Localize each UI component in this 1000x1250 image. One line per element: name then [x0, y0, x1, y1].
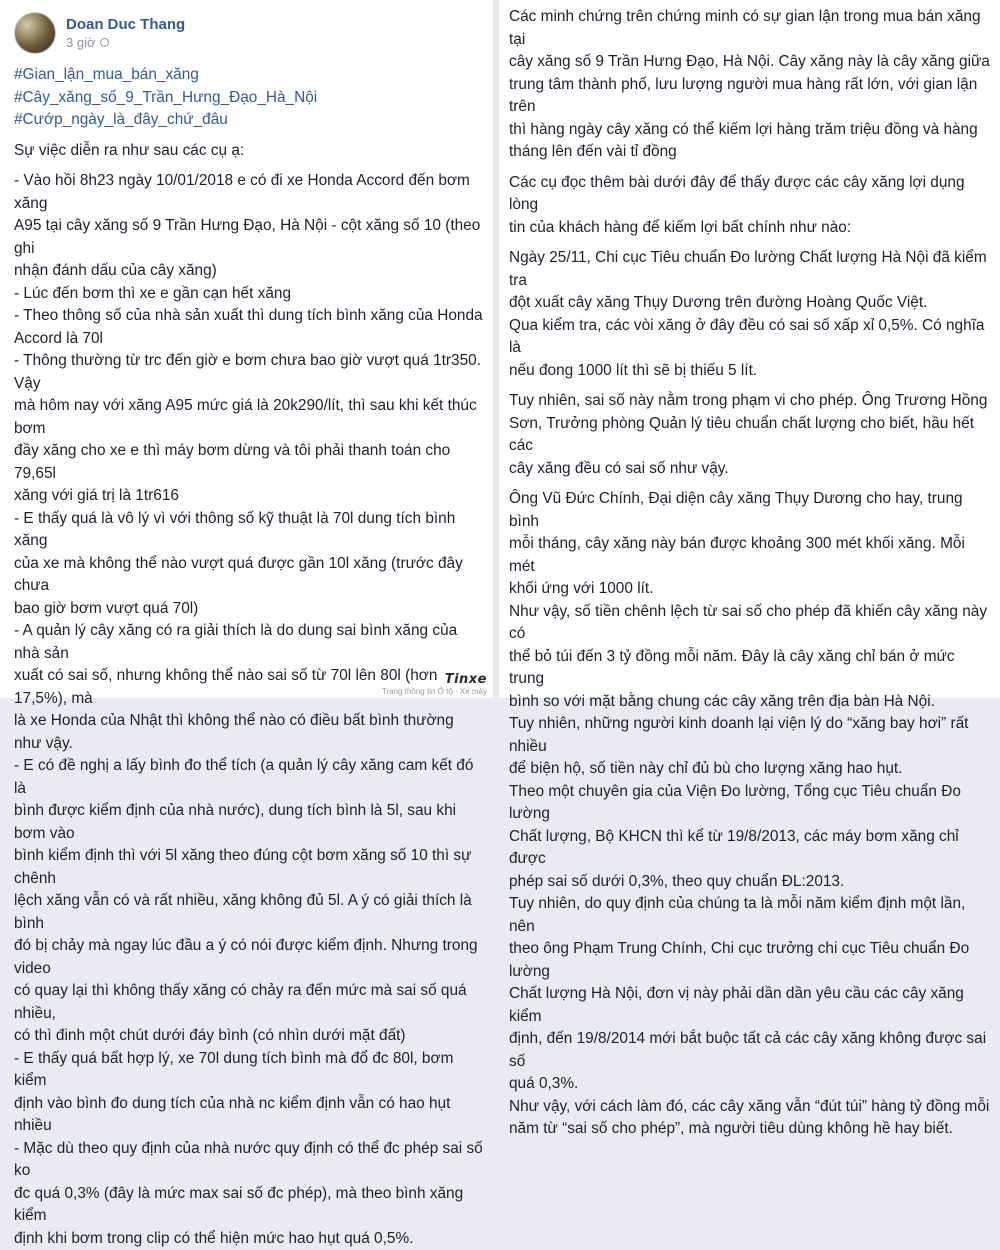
author-name[interactable]: Doan Duc Thang — [66, 15, 185, 34]
avatar[interactable] — [14, 12, 56, 54]
hashtag-link[interactable]: #Gian_lận_mua_bán_xăng — [14, 64, 485, 87]
post-line: của xe mà không thể nào vượt quá được gần 10l xăng (trước đây chưa — [14, 553, 485, 598]
post-line: đc quá 0,3% (đây là mức max sai số đc phép), mà theo bình xăng kiểm — [14, 1183, 485, 1228]
article-paragraph — [509, 247, 990, 315]
post-line: - Lúc đến bơm thì xe e gần cạn hết xăng — [14, 283, 485, 306]
tinxe-logo: Tinxe — [382, 672, 487, 687]
post-header — [14, 8, 485, 58]
article-line: Các cụ đọc thêm bài dưới đây để thấy được các cây xăng lợi dụng lòng — [509, 172, 990, 217]
article-paragraph — [509, 1096, 990, 1141]
article-line: trung tâm thành phố, lưu lượng người mua hàng rất lớn, với gian lận trên — [509, 74, 990, 119]
post-line: bao giờ bơm vượt quá 70l) — [14, 598, 485, 621]
article-body — [509, 6, 990, 1141]
post-line: có quay lại thì không thấy xăng có chảy ra đến mức mà sai số quá nhiều, — [14, 980, 485, 1025]
article-line: tháng lên đến vài tỉ đồng — [509, 141, 990, 164]
post-line: - E thấy quá bất hợp lý, xe 70l dung tích bình mà đổ đc 80l, bơm kiểm — [14, 1048, 485, 1093]
article-paragraph — [509, 390, 990, 480]
post-line: đầy xăng cho xe e thì máy bơm dừng và tôi phải thanh toán cho 79,65l — [14, 440, 485, 485]
post-line: định vào bình đo dung tích của nhà nc kiểm định vẫn có hao hụt nhiều — [14, 1093, 485, 1138]
article-line: thì hàng ngày cây xăng có thể kiếm lợi hàng trăm triệu đồng và hàng — [509, 119, 990, 142]
post-line: là xe Honda của Nhật thì không thể nào có điều bất bình thường như vậy. — [14, 710, 485, 755]
post-line: mà hôm nay với xăng A95 mức giá là 20k290/lít, thì sau khi kết thúc bơm — [14, 395, 485, 440]
post-intro: Sự việc diễn ra như sau các cụ ạ: — [14, 140, 485, 163]
article-line: Như vậy, với cách làm đó, các cây xăng vẫn “đút túi” hàng tỷ đồng mỗi — [509, 1096, 990, 1119]
hashtag-link[interactable]: #Cây_xăng_số_9_Trần_Hưng_Đạo_Hà_Nội — [14, 87, 485, 110]
article-paragraph — [509, 893, 990, 1096]
post-line: - Mặc dù theo quy định của nhà nước quy định có thể đc phép sai số ko — [14, 1138, 485, 1183]
post-line: - E thấy quá là vô lý vì với thông số kỹ thuật là 70l dung tích bình xăng — [14, 508, 485, 553]
article-line: tin của khách hàng để kiếm lợi bất chính như nào: — [509, 217, 990, 240]
post-line: đó bị chảy mà ngay lúc đầu a ý có nói được kiểm định. Nhưng trong video — [14, 935, 485, 980]
article-line: Ông Vũ Đức Chính, Đại diện cây xăng Thụy Dương cho hay, trung bình — [509, 488, 990, 533]
article-line: Qua kiểm tra, các vòi xăng ở đây đều có sai số xấp xỉ 0,5%. Có nghĩa là — [509, 315, 990, 360]
article-line: nếu đong 1000 lít thì sẽ bị thiếu 5 lít. — [509, 360, 990, 383]
post-lines — [14, 170, 485, 1250]
article-line: cây xăng đều có sai số như vậy. — [509, 458, 990, 481]
article-line: bình so với mặt bằng chung các cây xăng trên địa bàn Hà Nội. — [509, 691, 990, 714]
post-line: - Theo thông số của nhà sản xuất thì dung tích bình xăng của Honda — [14, 305, 485, 328]
article-paragraph — [509, 6, 990, 164]
article-line: theo ông Phạm Trung Chính, Chi cục trưởng chi cục Tiêu chuẩn Đo lường — [509, 938, 990, 983]
hashtag-list — [14, 64, 485, 132]
post-line: xăng với giá trị là 1tr616 — [14, 485, 485, 508]
article-line: mỗi tháng, cây xăng này bán được khoảng 300 mét khối xăng. Mỗi mét — [509, 533, 990, 578]
post-line: - A quản lý cây xăng có ra giải thích là do dung sai bình xăng của nhà sản — [14, 620, 485, 665]
article-line: năm từ “sai số cho phép”, mà người tiêu dùng không hề hay biết. — [509, 1118, 990, 1141]
post-line: - Vào hồi 8h23 ngày 10/01/2018 e có đi xe Honda Accord đến bơm xăng — [14, 170, 485, 215]
article-line: định, đến 19/8/2014 mới bắt buộc tất cả các cây xăng không được sai số — [509, 1028, 990, 1073]
article-line: Chất lượng Hà Nội, đơn vị này phải dần dần yêu cầu các cây xăng kiểm — [509, 983, 990, 1028]
post-time[interactable] — [66, 34, 185, 52]
article-line: để biện hộ, số tiền này chỉ đủ bù cho lượng xăng hao hụt. — [509, 758, 990, 781]
article-line: khối ứng với 1000 lít. — [509, 578, 990, 601]
article-line: đột xuất cây xăng Thụy Dương trên đường Hoàng Quốc Việt. — [509, 292, 990, 315]
author-block — [66, 15, 185, 52]
article-line: Tuy nhiên, những người kinh doanh lại viện lý do “xăng bay hơi” rất nhiều — [509, 713, 990, 758]
post-line: - E có đề nghị a lấy bình đo thể tích (a quản lý cây xăng cam kết đó là — [14, 755, 485, 800]
article-panel — [499, 0, 1000, 698]
article-line: phép sai số dưới 0,3%, theo quy chuẩn ĐL:2013. — [509, 871, 990, 894]
post-line: Accord là 70l — [14, 328, 485, 351]
post-line: - Thông thường từ trc đến giờ e bơm chưa bao giờ vượt quá 1tr350. Vậy — [14, 350, 485, 395]
article-line: Các minh chứng trên chứng minh có sự gian lận trong mua bán xăng tại — [509, 6, 990, 51]
tinxe-watermark — [382, 672, 487, 696]
post-line: nhận đánh dấu của cây xăng) — [14, 260, 485, 283]
globe-icon — [100, 38, 109, 47]
article-line: Tuy nhiên, sai số này nằm trong phạm vi cho phép. Ông Trương Hồng — [509, 390, 990, 413]
post-line: xuất có sai số, nhưng không thể nào sai số từ 70l lên 80l (hơn 17,5%), mà — [14, 665, 485, 710]
article-line: Theo một chuyên gia của Viện Đo lường, Tổng cục Tiêu chuẩn Đo lường — [509, 781, 990, 826]
article-line: Tuy nhiên, do quy định của chúng ta là mỗi năm kiểm định một lần, nên — [509, 893, 990, 938]
article-paragraph — [509, 781, 990, 894]
tinxe-tagline: Trang thông tin Ô tô - Xe máy — [382, 687, 487, 696]
post-line: định khi bơm trong clip có thể hiện mức hao hụt quá 0,5%. — [14, 1228, 485, 1250]
article-paragraph — [509, 713, 990, 781]
post-line: bình kiểm định thì với 5l xăng theo đúng cột bơm xăng số 10 thì sự chênh — [14, 845, 485, 890]
article-line: quá 0,3%. — [509, 1073, 990, 1096]
article-line: thể bỏ túi đến 3 tỷ đồng mỗi năm. Đây là cây xăng chỉ bán ở mức trung — [509, 646, 990, 691]
post-line: A95 tại cây xăng số 9 Trần Hưng Đạo, Hà Nội - cột xăng số 10 (theo ghi — [14, 215, 485, 260]
hashtag-link[interactable]: #Cướp_ngày_là_đây_chứ_đâu — [14, 109, 485, 132]
article-paragraph — [509, 488, 990, 601]
article-paragraph — [509, 172, 990, 240]
article-paragraph — [509, 315, 990, 383]
article-line: Ngày 25/11, Chi cục Tiêu chuẩn Đo lường Chất lượng Hà Nội đã kiểm tra — [509, 247, 990, 292]
post-time-label: 3 giờ — [66, 34, 96, 52]
article-line: Sơn, Trưởng phòng Quản lý tiêu chuẩn chất lượng cho biết, hầu hết các — [509, 413, 990, 458]
article-line: Chất lượng, Bộ KHCN thì kể từ 19/8/2013, các máy bơm xăng chỉ được — [509, 826, 990, 871]
facebook-post — [0, 0, 493, 698]
article-line: cây xăng số 9 Trần Hưng Đạo, Hà Nội. Cây xăng này là cây xăng giữa — [509, 51, 990, 74]
article-line: Như vậy, số tiền chênh lệch từ sai số cho phép đã khiến cây xăng này có — [509, 601, 990, 646]
article-paragraph — [509, 601, 990, 714]
post-line: có thì đinh một chút dưới đáy bình (có nhìn dưới mặt đất) — [14, 1025, 485, 1048]
post-line: bình được kiểm định của nhà nước), dung tích bình là 5l, sau khi bơm vào — [14, 800, 485, 845]
post-line: lệch xăng vẫn có và rất nhiều, xăng không đủ 5l. A ý có giải thích là bình — [14, 890, 485, 935]
